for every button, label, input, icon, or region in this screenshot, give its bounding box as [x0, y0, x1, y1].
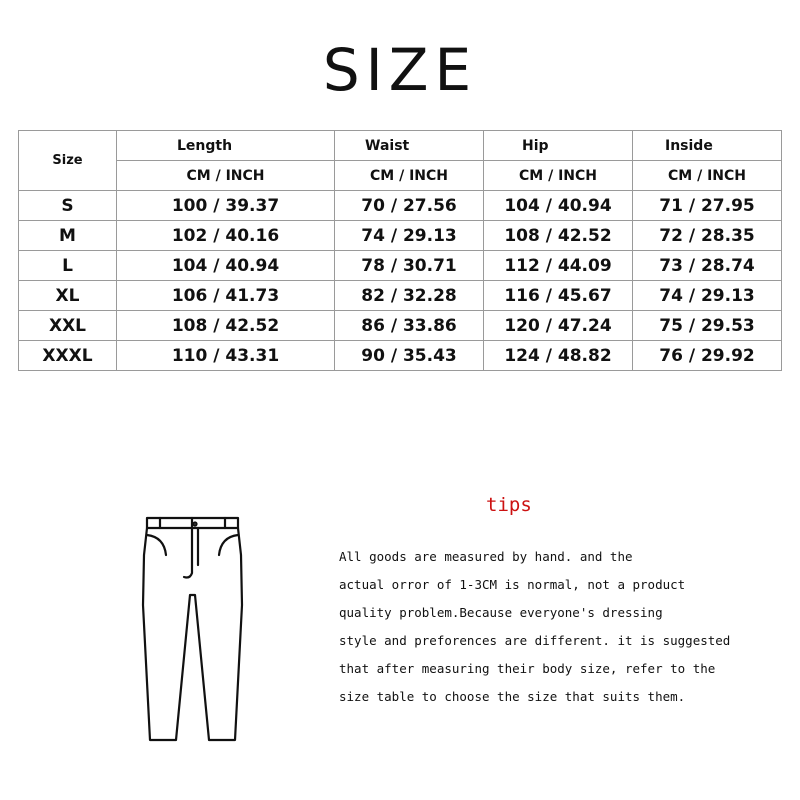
table-row: [19, 221, 782, 251]
hip-cell: 120 / 47.24: [484, 311, 633, 341]
tips-line: All goods are measured by hand. and the: [339, 549, 633, 564]
tips-line: size table to choose the size that suits them.: [339, 689, 686, 704]
table-row: [19, 341, 782, 371]
waist-cell: 90 / 35.43: [335, 341, 484, 371]
length-cell: 106 / 41.73: [117, 281, 335, 311]
tips-text: [339, 543, 779, 711]
length-cell: 102 / 40.16: [117, 221, 335, 251]
size-cell: L: [19, 251, 117, 281]
size-cell: XXXL: [19, 341, 117, 371]
waist-cell: 82 / 32.28: [335, 281, 484, 311]
table-row: [19, 191, 782, 221]
tips-line: quality problem.Because everyone's dressing: [339, 605, 663, 620]
waist-cell: 70 / 27.56: [335, 191, 484, 221]
tips-heading: tips: [486, 494, 532, 516]
page-title: SIZE: [322, 36, 478, 104]
length-cell: 110 / 43.31: [117, 341, 335, 371]
waist-cell: 74 / 29.13: [335, 221, 484, 251]
inside-cell: 76 / 29.92: [633, 341, 782, 371]
size-cell: XL: [19, 281, 117, 311]
table-row: [19, 251, 782, 281]
length-cell: 104 / 40.94: [117, 251, 335, 281]
hip-cell: 124 / 48.82: [484, 341, 633, 371]
unit-label: CM / INCH: [335, 161, 484, 191]
pants-icon: [140, 515, 245, 747]
tips-line: style and preforences are different. it is suggested: [339, 633, 731, 648]
size-cell: M: [19, 221, 117, 251]
size-cell: XXL: [19, 311, 117, 341]
hip-cell: 108 / 42.52: [484, 221, 633, 251]
inside-column-header: Inside: [633, 131, 782, 161]
unit-label: CM / INCH: [117, 161, 335, 191]
inside-cell: 75 / 29.53: [633, 311, 782, 341]
table-row: [19, 311, 782, 341]
tips-line: that after measuring their body size, refer to the: [339, 661, 716, 676]
size-column-header: Size: [19, 131, 117, 191]
tips-line: actual orror of 1-3CM is normal, not a product: [339, 577, 686, 592]
waist-cell: 78 / 30.71: [335, 251, 484, 281]
hip-cell: 104 / 40.94: [484, 191, 633, 221]
inside-cell: 74 / 29.13: [633, 281, 782, 311]
length-column-header: Length: [117, 131, 335, 161]
size-cell: S: [19, 191, 117, 221]
hip-cell: 112 / 44.09: [484, 251, 633, 281]
length-cell: 108 / 42.52: [117, 311, 335, 341]
size-chart-table: [18, 130, 782, 371]
inside-cell: 72 / 28.35: [633, 221, 782, 251]
waist-column-header: Waist: [335, 131, 484, 161]
hip-cell: 116 / 45.67: [484, 281, 633, 311]
unit-label: CM / INCH: [633, 161, 782, 191]
inside-cell: 73 / 28.74: [633, 251, 782, 281]
inside-cell: 71 / 27.95: [633, 191, 782, 221]
unit-label: CM / INCH: [484, 161, 633, 191]
hip-column-header: Hip: [484, 131, 633, 161]
length-cell: 100 / 39.37: [117, 191, 335, 221]
waist-cell: 86 / 33.86: [335, 311, 484, 341]
table-row: [19, 281, 782, 311]
